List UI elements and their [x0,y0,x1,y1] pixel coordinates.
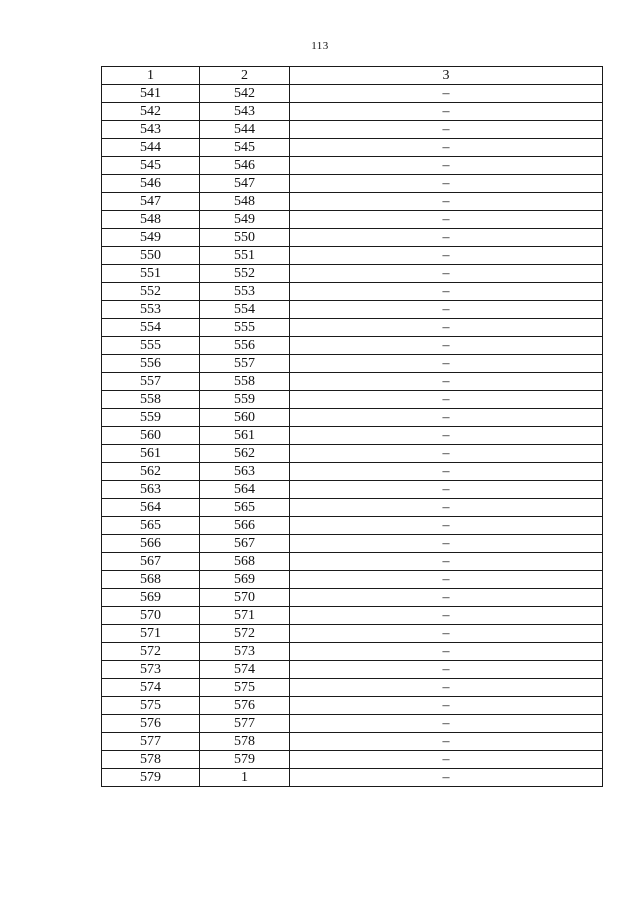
table-row [102,301,603,319]
table-cell-col-3: – [290,121,603,139]
table-cell-col-1: 552 [102,283,200,301]
table-row [102,211,603,229]
table-cell-col-2: 564 [200,481,290,499]
table-cell-col-1: 555 [102,337,200,355]
table-cell-col-1: 549 [102,229,200,247]
table-row [102,157,603,175]
table-cell-col-3: – [290,427,603,445]
table-cell-col-2: 576 [200,697,290,715]
table-row [102,517,603,535]
table-cell-col-2: 562 [200,445,290,463]
table-cell-col-2: 568 [200,553,290,571]
table-cell-col-1: 576 [102,715,200,733]
table-cell-col-1: 557 [102,373,200,391]
table-cell-col-3: – [290,355,603,373]
table-cell-col-3: – [290,265,603,283]
table-cell-col-1: 577 [102,733,200,751]
table-cell-col-1: 541 [102,85,200,103]
table-cell-col-1: 542 [102,103,200,121]
table-row [102,103,603,121]
table-row [102,769,603,787]
table-cell-col-3: – [290,607,603,625]
table-cell-col-2: 550 [200,229,290,247]
table-cell-col-2: 551 [200,247,290,265]
table-cell-col-3: – [290,553,603,571]
table-cell-col-1: 564 [102,499,200,517]
table-cell-col-1: 545 [102,157,200,175]
table-cell-col-1: 571 [102,625,200,643]
table-row [102,481,603,499]
table-cell-col-2: 578 [200,733,290,751]
table-cell-col-1: 567 [102,553,200,571]
table-cell-col-2: 571 [200,607,290,625]
table-cell-col-1: 575 [102,697,200,715]
table-cell-col-2: 557 [200,355,290,373]
table-cell-col-2: 575 [200,679,290,697]
table-cell-col-1: 563 [102,481,200,499]
table-cell-col-1: 572 [102,643,200,661]
table-cell-col-2: 563 [200,463,290,481]
table-cell-col-2: 546 [200,157,290,175]
table-cell-col-1: 547 [102,193,200,211]
table-cell-col-3: – [290,481,603,499]
table-row [102,445,603,463]
table-cell-col-2: 566 [200,517,290,535]
table-cell-col-3: – [290,499,603,517]
table-row [102,553,603,571]
table-cell-col-3: – [290,733,603,751]
table-row [102,661,603,679]
table-row [102,697,603,715]
table-cell-col-2: 543 [200,103,290,121]
table-row [102,391,603,409]
table-row [102,571,603,589]
table-cell-col-2: 577 [200,715,290,733]
table-cell-col-3: – [290,391,603,409]
table-cell-col-1: 579 [102,769,200,787]
table-row [102,85,603,103]
table-cell-col-3: – [290,247,603,265]
table-cell-col-1: 554 [102,319,200,337]
table-cell-col-2: 555 [200,319,290,337]
table-cell-col-3: – [290,661,603,679]
table-cell-col-1: 578 [102,751,200,769]
table-cell-col-2: 574 [200,661,290,679]
table-cell-col-3: – [290,679,603,697]
table-row [102,337,603,355]
table-cell-col-1: 566 [102,535,200,553]
table-cell-col-1: 570 [102,607,200,625]
table-cell-col-3: – [290,229,603,247]
table-cell-col-1: 543 [102,121,200,139]
table-cell-col-2: 561 [200,427,290,445]
table-cell-col-3: – [290,319,603,337]
table-row [102,535,603,553]
table-cell-col-2: 558 [200,373,290,391]
column-header-1: 1 [102,67,200,85]
table-cell-col-1: 550 [102,247,200,265]
table-cell-col-2: 547 [200,175,290,193]
table-row [102,643,603,661]
table-cell-col-3: – [290,445,603,463]
table-cell-col-1: 573 [102,661,200,679]
table-cell-col-2: 570 [200,589,290,607]
table-row [102,121,603,139]
table-cell-col-1: 553 [102,301,200,319]
table-cell-col-3: – [290,283,603,301]
table-cell-col-2: 544 [200,121,290,139]
table-cell-col-1: 565 [102,517,200,535]
page-number: 113 [311,40,329,52]
table-cell-col-1: 551 [102,265,200,283]
table-row [102,733,603,751]
table-cell-col-2: 567 [200,535,290,553]
table-cell-col-2: 553 [200,283,290,301]
table-cell-col-1: 558 [102,391,200,409]
table-cell-col-1: 574 [102,679,200,697]
table-cell-col-2: 569 [200,571,290,589]
table-row [102,499,603,517]
table-cell-col-1: 560 [102,427,200,445]
table-cell-col-2: 559 [200,391,290,409]
table-cell-col-3: – [290,571,603,589]
table-cell-col-2: 548 [200,193,290,211]
table-cell-col-2: 552 [200,265,290,283]
table-cell-col-1: 559 [102,409,200,427]
table-cell-col-3: – [290,157,603,175]
table-cell-col-1: 569 [102,589,200,607]
table-cell-col-2: 573 [200,643,290,661]
table-cell-col-3: – [290,589,603,607]
table-cell-col-3: – [290,643,603,661]
table-row [102,427,603,445]
table-cell-col-3: – [290,409,603,427]
header-row [102,67,603,85]
table-row [102,139,603,157]
table-cell-col-3: – [290,715,603,733]
table-row [102,625,603,643]
table-cell-col-3: – [290,769,603,787]
table-header [102,67,603,85]
table-cell-col-1: 544 [102,139,200,157]
table-cell-col-1: 556 [102,355,200,373]
table-row [102,679,603,697]
table-cell-col-3: – [290,751,603,769]
table-cell-col-2: 554 [200,301,290,319]
table-cell-col-3: – [290,535,603,553]
table-cell-col-1: 562 [102,463,200,481]
table-cell-col-2: 565 [200,499,290,517]
table-cell-col-2: 1 [200,769,290,787]
table-row [102,463,603,481]
table-cell-col-2: 560 [200,409,290,427]
table-cell-col-3: – [290,373,603,391]
table-cell-col-2: 542 [200,85,290,103]
table-row [102,607,603,625]
table-cell-col-2: 579 [200,751,290,769]
table-cell-col-3: – [290,337,603,355]
table-cell-col-2: 545 [200,139,290,157]
table-row [102,247,603,265]
table-cell-col-1: 568 [102,571,200,589]
table-row [102,229,603,247]
table-row [102,589,603,607]
table-cell-col-2: 549 [200,211,290,229]
table-row [102,319,603,337]
table-row [102,265,603,283]
table-body [102,85,603,787]
table-cell-col-1: 546 [102,175,200,193]
table-cell-col-3: – [290,211,603,229]
table-cell-col-3: – [290,103,603,121]
table-cell-col-3: – [290,301,603,319]
table-cell-col-1: 561 [102,445,200,463]
column-header-3: 3 [290,67,603,85]
table-row [102,409,603,427]
table-row [102,355,603,373]
table-cell-col-2: 572 [200,625,290,643]
table-cell-col-3: – [290,193,603,211]
table-cell-col-3: – [290,625,603,643]
table-row [102,193,603,211]
table-cell-col-3: – [290,139,603,157]
data-table [101,66,603,787]
table-row [102,175,603,193]
table-row [102,283,603,301]
table-row [102,373,603,391]
table-cell-col-1: 548 [102,211,200,229]
table-cell-col-3: – [290,517,603,535]
table-row [102,751,603,769]
table-cell-col-3: – [290,85,603,103]
table-cell-col-3: – [290,463,603,481]
table-cell-col-3: – [290,697,603,715]
table-cell-col-3: – [290,175,603,193]
column-header-2: 2 [200,67,290,85]
table-cell-col-2: 556 [200,337,290,355]
table-row [102,715,603,733]
